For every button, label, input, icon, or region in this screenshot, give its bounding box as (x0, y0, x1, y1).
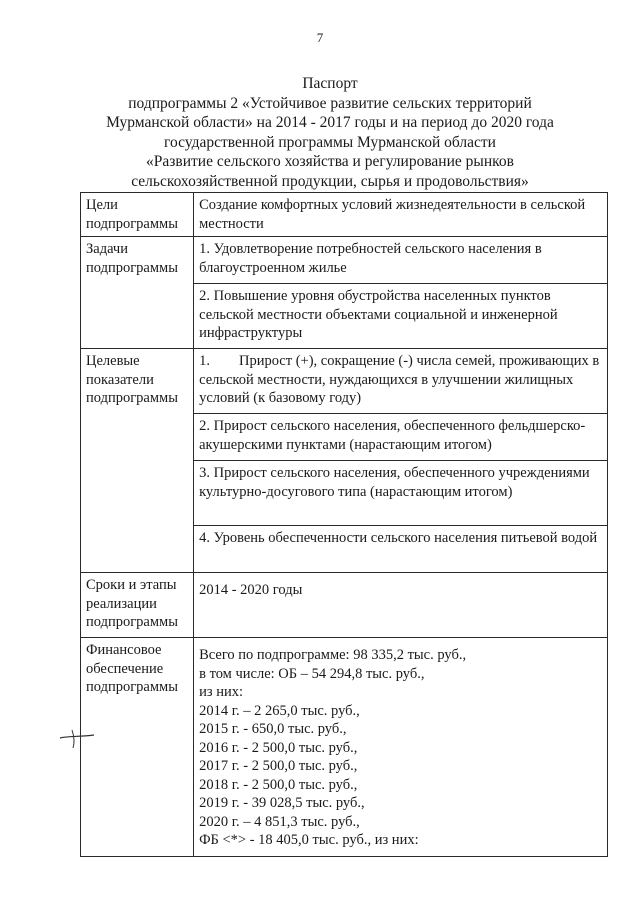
row-label-goals: Цели подпрограммы (81, 193, 194, 237)
title-line: сельскохозяйственной продукции, сырья и продовольствия» (131, 172, 529, 190)
table-row (81, 349, 608, 414)
handwritten-mark-icon (58, 718, 98, 758)
task-item: 1. Удовлетворение потребностей сельского населения в благоустроенном жилье (194, 237, 608, 284)
passport-table (80, 192, 608, 857)
page-number: 7 (316, 30, 324, 45)
finance-line: 2019 г. - 39 028,5 тыс. руб., (199, 795, 365, 811)
goals-text: Создание комфортных условий жизнедеятельности в сельской местности (194, 193, 608, 237)
finance-line: 2018 г. - 2 500,0 тыс. руб., (199, 776, 358, 793)
finance-line: 2014 г. – 2 265,0 тыс. руб., (199, 702, 360, 719)
finance-line: 2015 г. - 650,0 тыс. руб., (199, 721, 347, 737)
row-label-indicators: Целевые показатели подпрограммы (81, 349, 194, 573)
terms-text: 2014 - 2020 годы (194, 573, 608, 638)
row-label-tasks: Задачи подпрограммы (81, 237, 194, 349)
table-row (81, 193, 608, 237)
finance-line: из них: (199, 684, 244, 700)
indicator-item: 1. Прирост (+), сокращение (-) числа семей, проживающих в сельской местности, нуждающихся в улучшении жилищных условий (к базовому году) (194, 349, 608, 414)
title-line: государственной программы Мурманской области (164, 133, 496, 151)
row-label-terms: Сроки и этапы реализации подпрограммы (81, 573, 194, 638)
title-line: Мурманской области» на 2014 - 2017 годы и на период до 2020 года (106, 114, 554, 131)
finance-line: 2020 г. – 4 851,3 тыс. руб., (199, 813, 360, 830)
indicator-item: 3. Прирост сельского населения, обеспеченного учреждениями культурно-досугового типа (нарастающим итогом) (194, 461, 608, 526)
task-item: 2. Повышение уровня обустройства населенных пунктов сельской местности объектами социальной и инженерной инфраструктуры (194, 284, 608, 349)
table-row (81, 638, 608, 857)
finance-line: 2016 г. - 2 500,0 тыс. руб., (199, 739, 358, 756)
finance-line: Всего по подпрограмме: 98 335,2 тыс. руб., (199, 647, 467, 663)
title-line: подпрограммы 2 «Устойчивое развитие сельских территорий (128, 94, 532, 112)
document-title (60, 74, 600, 191)
finance-line: 2017 г. - 2 500,0 тыс. руб., (199, 758, 358, 774)
indicator-item: 2. Прирост сельского населения, обеспеченного фельдшерско-акушерскими пунктами (нарастающим итогом) (194, 414, 608, 461)
row-label-finance: Финансовое обеспечение подпрограммы (81, 638, 194, 857)
indicator-item: 4. Уровень обеспеченности сельского населения питьевой водой (194, 526, 608, 573)
table-row (81, 573, 608, 638)
table-row (81, 237, 608, 284)
title-line: «Развитие сельского хозяйства и регулирование рынков (146, 153, 514, 170)
finance-line: ФБ <*> - 18 405,0 тыс. руб., из них: (199, 832, 419, 848)
finance-line: в том числе: ОБ – 54 294,8 тыс. руб., (199, 665, 425, 682)
title-line: Паспорт (302, 75, 358, 92)
finance-details (194, 638, 608, 857)
